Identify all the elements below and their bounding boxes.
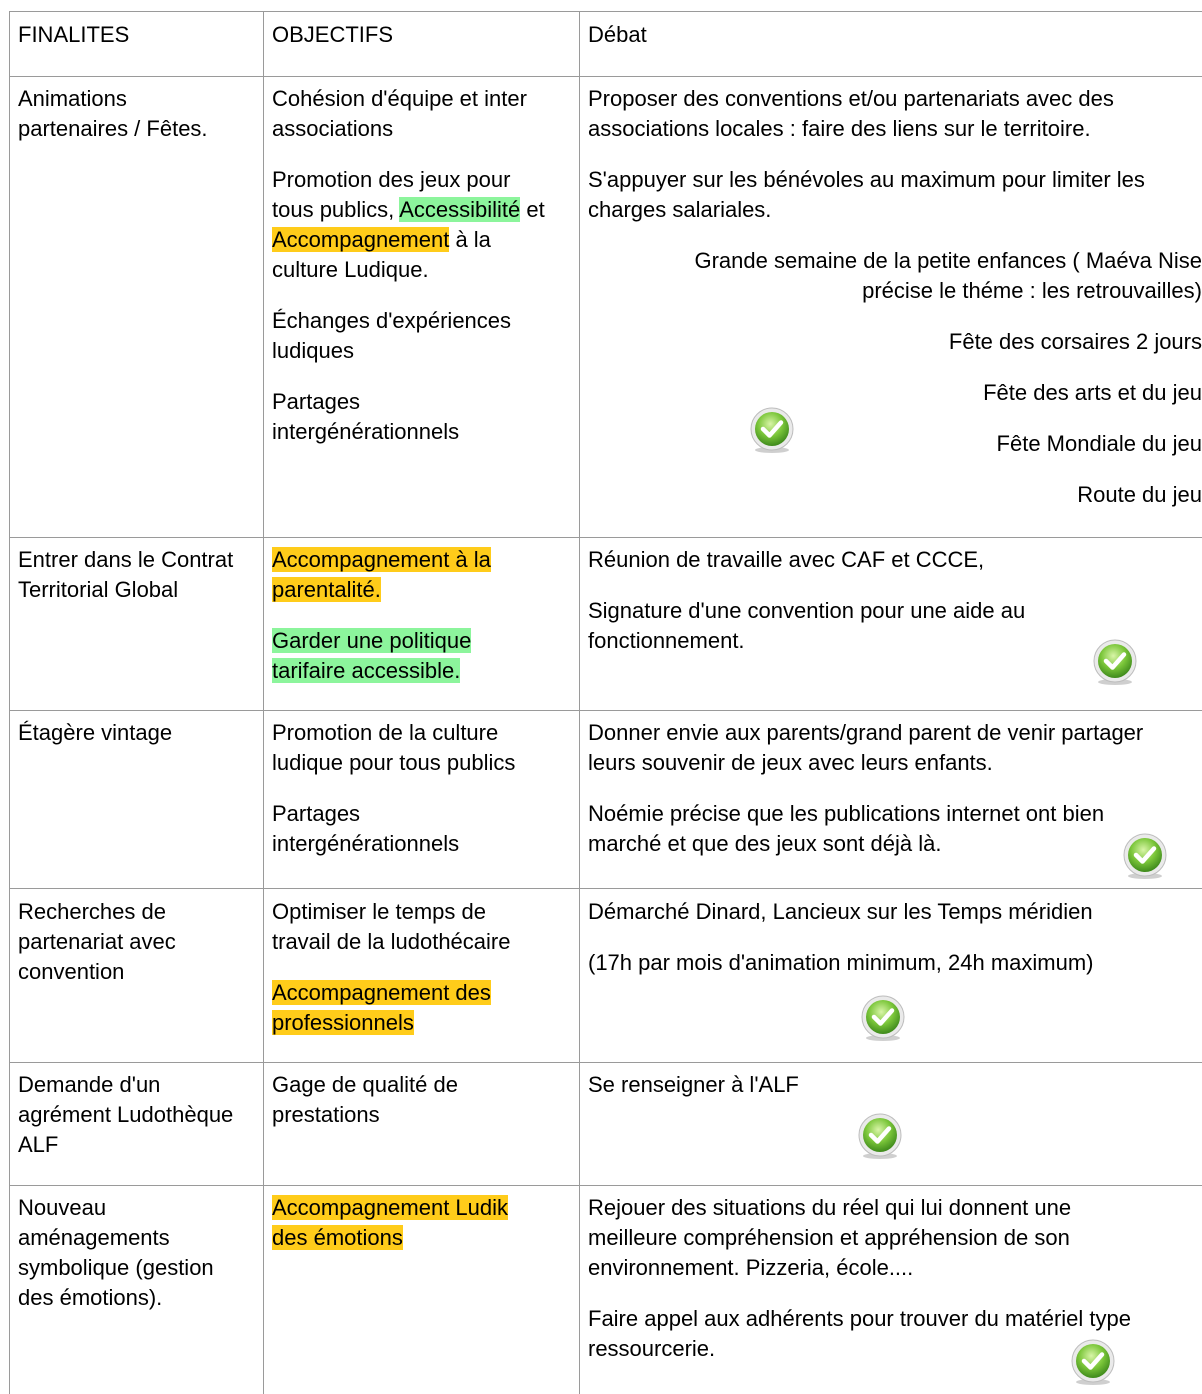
green-checkmark-icon [1069,1338,1117,1386]
green-checkmark-icon [1121,832,1169,880]
row4-debat [588,897,1093,978]
header-objectifs: OBJECTIFS [272,22,394,47]
text-line: Rejouer des situations du réel qui lui donnent une [588,1195,1072,1220]
highlight-yellow: parentalité. [272,577,381,602]
text-line: Recherches de [18,899,166,924]
text-line: Demande d'un [18,1072,161,1097]
row6-debat [588,1193,1131,1364]
text-line: Partages [272,801,361,826]
text-line: Faire appel aux adhérents pour trouver du matériel type [588,1306,1131,1331]
text-line: ressourcerie. [588,1336,716,1361]
text-line: précise le théme : les retrouvailles) [862,278,1202,303]
text-line: S'appuyer sur les bénévoles au maximum pour limiter les [588,167,1145,192]
text-line: Échanges d'expériences [272,308,512,333]
text-line: Proposer des conventions et/ou partenariats avec des [588,86,1114,111]
table-border-left [9,11,10,1394]
text-line: Étagère vintage [18,720,173,745]
text-line: symbolique (gestion [18,1255,214,1280]
row2-debat [588,545,1025,656]
row2-finalite [18,545,233,605]
text-line [272,1008,510,1038]
text-line: Signature d'une convention pour une aide au [588,598,1026,623]
text-line: convention [18,959,125,984]
row3-finalite [18,718,172,748]
green-checkmark-icon [748,406,796,454]
text-line: prestations [272,1102,380,1127]
text-line: Noémie précise que les publications internet ont bien [588,801,1105,826]
text-line [272,978,510,1008]
row6-finalite [18,1193,214,1313]
row3-debat [588,718,1143,859]
text-line: Partages [272,389,361,414]
text-line: Cohésion d'équipe et inter [272,86,527,111]
row5-finalite [18,1070,233,1160]
text-line [272,656,491,686]
text-line: intergénérationnels [272,831,460,856]
text-line: Donner envie aux parents/grand parent de venir partager [588,720,1144,745]
text-line: Fête des corsaires 2 jours [948,329,1202,354]
text-run: à la [449,227,491,252]
text-line: Fête Mondiale du jeu [996,431,1202,456]
text-line: Réunion de travaille avec CAF et CCCE, [588,547,985,572]
highlight-yellow: des émotions [272,1225,403,1250]
text-line: culture Ludique. [272,257,429,282]
column-divider [579,11,580,1394]
row-divider [9,888,1202,889]
text-run: et [520,197,545,222]
text-line [272,626,491,656]
text-line: fonctionnement. [588,628,745,653]
text-line: agrément Ludothèque [18,1102,234,1127]
row4-finalite [18,897,176,987]
text-line: partenaires / Fêtes. [18,116,208,141]
text-line: associations [272,116,394,141]
text-line: Promotion de la culture [272,720,499,745]
text-line [272,545,491,575]
highlight-green: Garder une politique [272,628,472,653]
highlight-yellow: Accompagnement des [272,980,491,1005]
row5-debat [588,1070,799,1100]
text-line [272,195,545,225]
text-line: des émotions). [18,1285,163,1310]
text-line: Promotion des jeux pour [272,167,511,192]
text-line [272,1193,508,1223]
text-line: Entrer dans le Contrat [18,547,234,572]
row2-objectifs [272,545,491,686]
text-line: aménagements [18,1225,170,1250]
text-line: Route du jeu [1077,482,1202,507]
text-line: marché et que des jeux sont déjà là. [588,831,942,856]
row-divider [9,710,1202,711]
text-line: Territorial Global [18,577,179,602]
table-border-top [9,11,1202,12]
text-line: Grande semaine de la petite enfances ( Maéva Nise [694,248,1202,273]
highlight-yellow: professionnels [272,1010,414,1035]
green-checkmark-icon [1091,638,1139,686]
row1-objectifs [272,84,545,447]
highlight-green: tarifaire accessible. [272,658,461,683]
highlight-yellow: Accompagnement Ludik [272,1195,509,1220]
text-line: Optimiser le temps de [272,899,486,924]
text-line: intergénérationnels [272,419,460,444]
highlight-green: Accessibilité [399,197,521,222]
header-debat: Débat [588,22,647,47]
column-divider [263,11,264,1394]
row6-objectifs [272,1193,508,1253]
green-checkmark-icon [856,1112,904,1160]
row1-debat [588,84,1145,225]
text-line: ludiques [272,338,354,363]
header-divider [9,76,1202,77]
row1-debat-events [694,246,1202,510]
row-divider [9,1062,1202,1063]
row-divider [9,537,1202,538]
text-line: Fête des arts et du jeu [983,380,1202,405]
text-line: (17h par mois d'animation minimum, 24h maximum) [588,950,1094,975]
text-line: ALF [18,1132,59,1157]
text-line: travail de la ludothécaire [272,929,511,954]
text-line: charges salariales. [588,197,772,222]
text-line: Nouveau [18,1195,107,1220]
text-line: Se renseigner à l'ALF [588,1072,799,1097]
text-line: associations locales : faire des liens sur le territoire. [588,116,1091,141]
text-line [272,575,491,605]
text-line: environnement. Pizzeria, école.... [588,1255,914,1280]
text-line: Animations [18,86,127,111]
row4-objectifs [272,897,510,1038]
text-line: ludique pour tous publics [272,750,516,775]
highlight-yellow: Accompagnement à la [272,547,491,572]
text-run: tous publics, [272,197,400,222]
row1-finalite [18,84,208,144]
green-checkmark-icon [859,994,907,1042]
text-line [272,225,545,255]
row3-objectifs [272,718,515,859]
text-line: Gage de qualité de [272,1072,458,1097]
text-line: meilleure compréhension et appréhension de son [588,1225,1070,1250]
highlight-yellow: Accompagnement [272,227,450,252]
row5-objectifs [272,1070,458,1130]
text-line: partenariat avec [18,929,176,954]
header-finalites: FINALITES [18,22,130,47]
text-line: Démarché Dinard, Lancieux sur les Temps méridien [588,899,1093,924]
text-line: leurs souvenir de jeux avec leurs enfants. [588,750,993,775]
text-line [272,1223,508,1253]
row-divider [9,1185,1202,1186]
